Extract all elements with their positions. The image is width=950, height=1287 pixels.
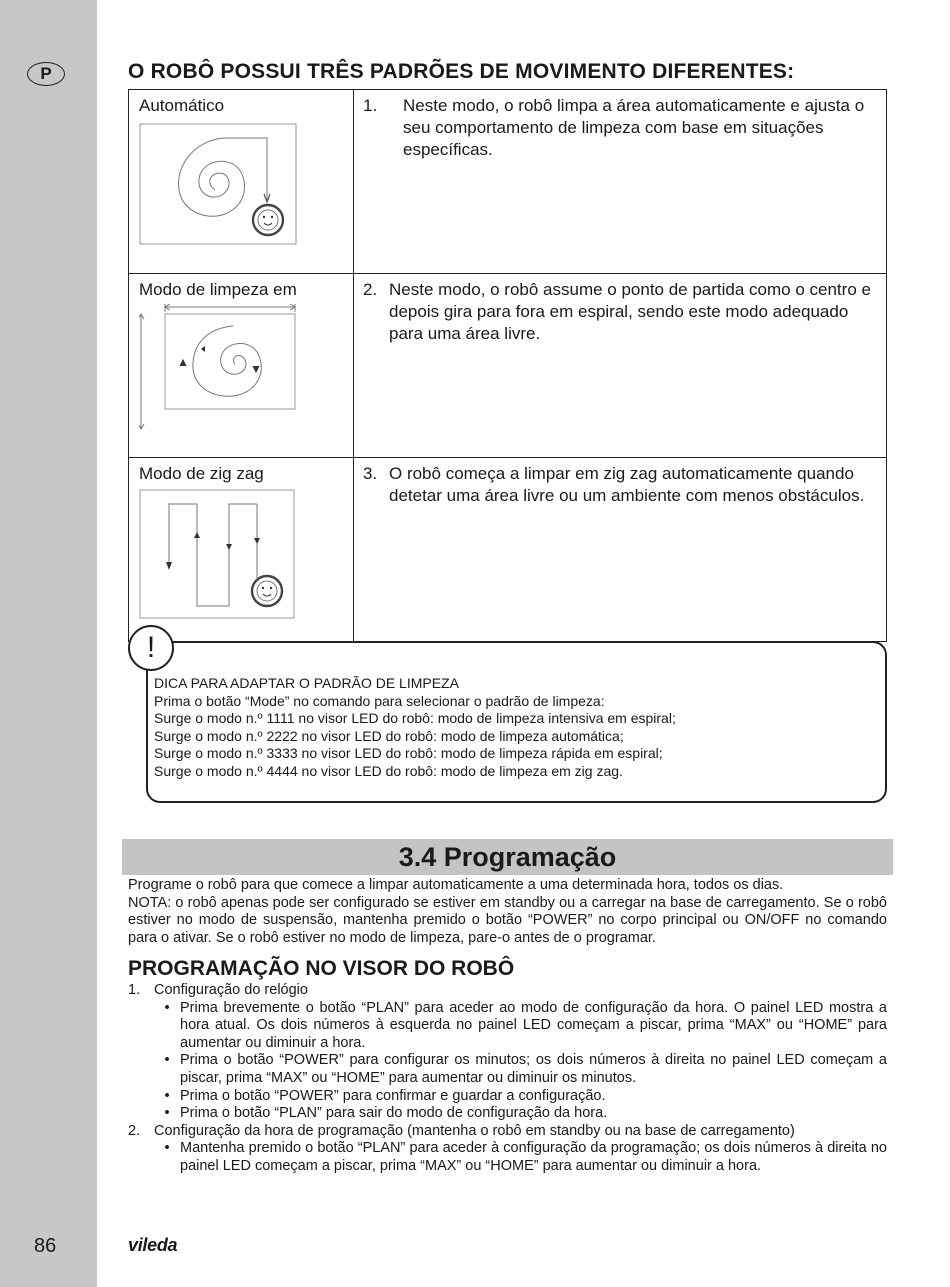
steps-list bbox=[128, 982, 887, 1176]
tip-line: Surge o modo n.º 1111 no visor LED do robô: modo de limpeza intensiva em espiral; bbox=[154, 710, 676, 727]
zigzag-mode-figure bbox=[139, 488, 299, 623]
spiral-mode-figure bbox=[139, 304, 304, 434]
section-heading: 3.4 Programação bbox=[122, 839, 893, 875]
description-text: Neste modo, o robô limpa a área automaticamente e ajusta o seu comportamento de limpeza com base em situações específicas. bbox=[403, 96, 865, 159]
tip-line: Prima o botão “Mode” no comando para selecionar o padrão de limpeza: bbox=[154, 692, 605, 709]
list-item bbox=[128, 982, 887, 1000]
tip-line: Surge o modo n.º 2222 no visor LED do robô: modo de limpeza automática; bbox=[154, 727, 624, 744]
bullet-text: Prima o botão “POWER” para confirmar e guardar a configuração. bbox=[180, 1087, 606, 1104]
mode-name: Modo de limpeza em bbox=[139, 280, 297, 299]
mode-cell bbox=[129, 90, 354, 274]
automatic-mode-figure bbox=[139, 120, 299, 245]
note-paragraph: NOTA: o robô apenas pode ser configurado se estiver em standby ou a carregar na base de carregamento. Se o robô estiver no modo de suspensão, mantenha premido o botão “POWER” no corpo principal ou ON/OFF no comando para o ativar. Se o robô estiver no modo de limpeza, pare-o antes de o programar. bbox=[128, 894, 887, 946]
side-bar bbox=[0, 0, 97, 1287]
tip-heading: DICA PARA ADAPTAR O PADRÃO DE LIMPEZA bbox=[154, 675, 459, 691]
bullet-icon: • bbox=[164, 1140, 170, 1157]
bullet-item bbox=[128, 1105, 887, 1123]
bullet-item bbox=[128, 1140, 887, 1175]
item-number: 2. bbox=[363, 280, 378, 299]
step-number: 1. bbox=[128, 982, 141, 998]
mode-description bbox=[363, 279, 876, 345]
table-row bbox=[129, 274, 887, 458]
item-number: 3. bbox=[363, 464, 378, 483]
section-title: O ROBÔ POSSUI TRÊS PADRÕES DE MOVIMENTO DIFERENTES: bbox=[128, 60, 795, 83]
description-text: O robô começa a limpar em zig zag automaticamente quando detetar uma área livre ou um ambiente com menos obstáculos. bbox=[389, 464, 865, 505]
step-number: 2. bbox=[128, 1122, 141, 1139]
description-cell bbox=[354, 90, 887, 274]
step-title: Configuração do relógio bbox=[154, 982, 308, 998]
table-row bbox=[129, 458, 887, 642]
bullet-icon: • bbox=[164, 999, 170, 1016]
item-number: 1. bbox=[363, 96, 378, 115]
tip-line: Surge o modo n.º 4444 no visor LED do robô: modo de limpeza em zig zag. bbox=[154, 762, 623, 779]
intro-paragraph: Programe o robô para que comece a limpar automaticamente a uma determinada hora, todos os dias. bbox=[128, 877, 784, 893]
table-row bbox=[129, 90, 887, 274]
subheading: PROGRAMAÇÃO NO VISOR DO ROBÔ bbox=[128, 957, 515, 980]
mode-cell bbox=[129, 274, 354, 458]
brand-logo: vileda bbox=[128, 1235, 178, 1255]
bullet-icon: • bbox=[164, 1087, 170, 1104]
mode-cell bbox=[129, 458, 354, 642]
bullet-text: Prima o botão “POWER” para configurar os minutos; os dois números à direita no painel LED começam a piscar, prima “MAX” ou “HOME” para aumentar ou diminuir os minutos. bbox=[180, 1052, 887, 1086]
bullet-text: Prima brevemente o botão “PLAN” para aceder ao modo de configuração da hora. O painel LED mostra a hora atual. Os dois números à esquerda no painel LED começam a piscar, prima “MAX” ou “HOME” para aumentar ou diminuir a hora. bbox=[180, 999, 887, 1051]
description-text: Neste modo, o robô assume o ponto de partida como o centro e depois gira para fora em espiral, sendo este modo adequado para uma área livre. bbox=[389, 280, 871, 343]
bullet-item bbox=[128, 1000, 887, 1053]
intro-text bbox=[128, 877, 887, 947]
mode-name: Automático bbox=[139, 96, 225, 115]
mode-description bbox=[363, 463, 876, 507]
bullet-item bbox=[128, 1088, 887, 1106]
step-title: Configuração da hora de programação (mantenha o robô em standby ou na base de carregamento) bbox=[154, 1122, 795, 1139]
bullet-text: Prima o botão “PLAN” para sair do modo de configuração da hora. bbox=[180, 1105, 608, 1122]
tip-line: Surge o modo n.º 3333 no visor LED do robô: modo de limpeza rápida em espiral; bbox=[154, 745, 663, 762]
bullet-icon: • bbox=[164, 1105, 170, 1122]
bullet-icon: • bbox=[164, 1052, 170, 1069]
description-cell bbox=[354, 274, 887, 458]
warning-icon: ! bbox=[128, 625, 174, 671]
description-cell bbox=[354, 458, 887, 642]
mode-description bbox=[363, 95, 876, 161]
page-number: 86 bbox=[34, 1235, 57, 1257]
bullet-text: Mantenha premido o botão “PLAN” para aceder à configuração da programação; os dois números à direita no painel LED começam a piscar, prima “MAX” ou “HOME” para aumentar ou diminuir a hora. bbox=[180, 1140, 887, 1174]
movement-modes-table bbox=[128, 89, 887, 642]
bullet-item bbox=[128, 1052, 887, 1087]
tip-text bbox=[154, 675, 676, 781]
list-item bbox=[128, 1123, 887, 1141]
mode-name: Modo de zig zag bbox=[139, 464, 264, 483]
language-badge: P bbox=[27, 62, 65, 86]
